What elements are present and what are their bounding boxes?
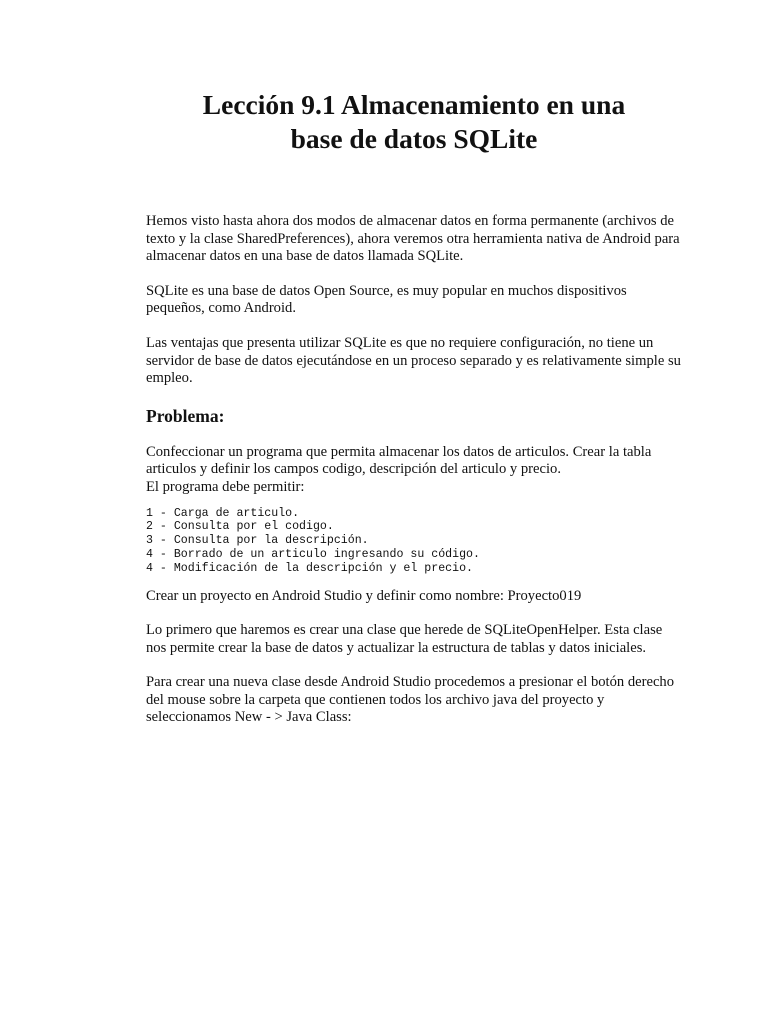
code-line: 2 - Consulta por el codigo. <box>146 520 334 534</box>
sqliteopenhelper-paragraph: Lo primero que haremos es crear una clase que herede de SQLiteOpenHelper. Esta clase nos permite crear la base de datos y actualizar la estructura de tablas y datos iniciales. <box>146 622 663 656</box>
code-line: 4 - Borrado de un articulo ingresando su código. <box>146 547 480 561</box>
page-title <box>146 88 682 156</box>
title-line-1: Lección 9.1 Almacenamiento en una <box>202 89 626 120</box>
project-paragraph: Crear un proyecto en Android Studio y definir como nombre: Proyecto019 <box>146 587 582 604</box>
problem-text-2: El programa debe permitir: <box>146 478 305 495</box>
intro-paragraph: Hemos visto hasta ahora dos modos de almacenar datos en forma permanente (archivos de texto y la clase SharedPreferences), ahora veremos otra herramienta nativa de Android para almacenar datos en una base de datos llamada SQLite. <box>146 213 680 265</box>
code-line: 3 - Consulta por la descripción. <box>146 534 369 548</box>
new-class-paragraph: Para crear una nueva clase desde Android Studio procedemos a presionar el botón derecho del mouse sobre la carpeta que contienen todos los archivo java del proyecto y seleccionamos New - > Java Class: <box>146 674 675 726</box>
sqlite-description-paragraph: SQLite es una base de datos Open Source, es muy popular en muchos dispositivos pequeños, como Android. <box>146 282 627 317</box>
title-line-2: base de datos SQLite <box>290 123 538 154</box>
code-line: 4 - Modificación de la descripción y el precio. <box>146 561 473 575</box>
problem-text-1: Confeccionar un programa que permita almacenar los datos de articulos. Crear la tabla articulos y definir los campos codigo, descripción del articulo y precio. <box>146 443 652 478</box>
problem-heading: Problema: <box>146 405 225 426</box>
advantages-paragraph: Las ventajas que presenta utilizar SQLite es que no requiere configuración, no tiene un servidor de base de datos ejecutándose en un proceso separado y es relativamente simple su empleo. <box>146 334 681 387</box>
problem-paragraph <box>146 444 682 497</box>
document-content <box>146 88 682 727</box>
requirements-code-block <box>146 507 682 576</box>
code-line: 1 - Carga de articulo. <box>146 506 300 520</box>
